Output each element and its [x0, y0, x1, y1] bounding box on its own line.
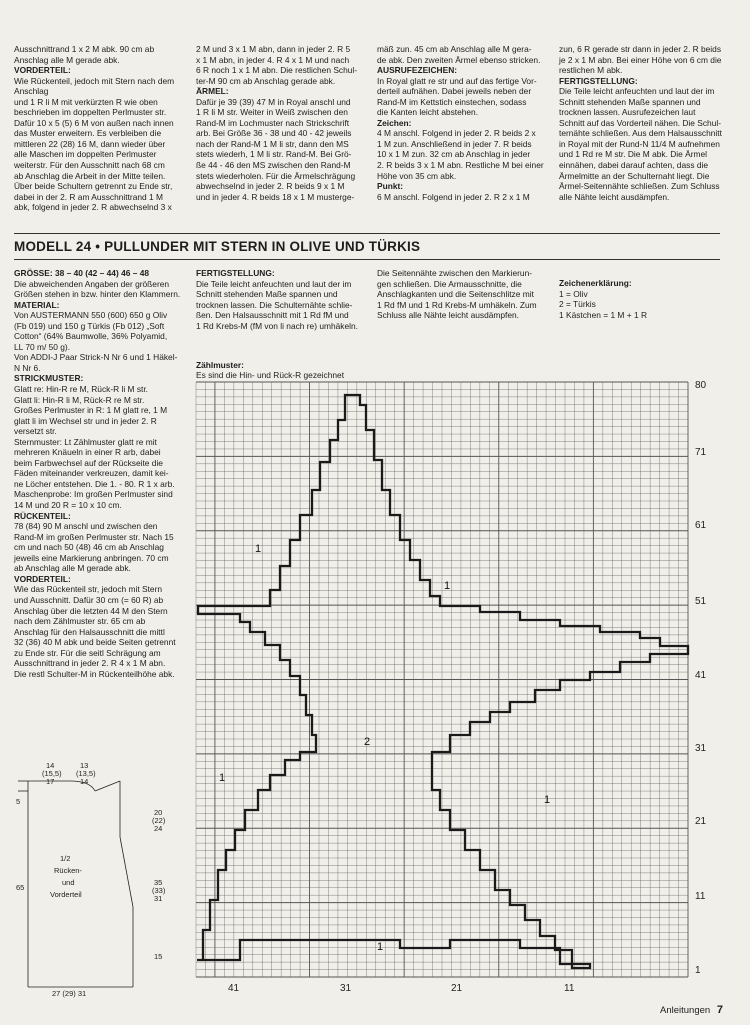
text-line: Cotton“ (64% Baumwolle, 36% Polyamid, [14, 331, 168, 342]
text-line: 4 M anschl. Folgend in jeder 2. R beids 2 x [377, 128, 536, 139]
schem-neck-1: 13 [80, 761, 89, 770]
text-line: nach der Rand-M 1 M li str, dann den MS [196, 138, 349, 149]
text-line: Größen stehen in bzw. hinter den Klammern. [14, 289, 181, 300]
text-line: die Kanten leicht abstehen. [377, 107, 479, 118]
schem-armhole-2: (22) [152, 816, 166, 825]
text-line: Schnitt auf das Vorderteil nähen. Die Schul- [559, 117, 722, 128]
text-line: 1 M zun. Anschließend in jeder 7. R beids [377, 138, 532, 149]
text-line: Glatt re: Hin-R re M, Rück-R li M str. [14, 384, 149, 395]
text-line: LL 70 m/ 50 g). [14, 341, 71, 352]
schem-panel-4: Vorderteil [50, 890, 82, 899]
section-heading: STRICKMUSTER: [14, 373, 84, 384]
text-line: Die Teile leicht anfeuchten und laut der im [559, 86, 715, 97]
text-line: ter-M 90 cm ab Anschlag gerade abk. [196, 75, 336, 86]
schem-body-3: 31 [154, 894, 163, 903]
section-heading: ÄRMEL: [196, 86, 229, 97]
text-line: 2. R beids 3 x 1 M abn. Restliche M bei einer [377, 160, 544, 171]
text-line: Anschlag für den Halsausschnitt die mittl [14, 626, 165, 637]
text-line: versetzt str. [14, 426, 57, 437]
text-line: 2 = Türkis [559, 299, 596, 310]
schem-neck-2: (13,5) [76, 769, 96, 778]
schem-shoulder-2: (15,5) [42, 769, 62, 778]
text-line: Schnitt stehenden Maße spannen und [196, 289, 338, 300]
text-line: 1 R li M str. Weiter in Weiß zwischen den [196, 107, 348, 118]
text-line: ßen. Den Halsausschnitt mit 1 Rd fM und [196, 310, 349, 321]
text-line: trocknen lassen. Die Schulternähte schlie- [196, 299, 353, 310]
text-line: derteil aufnähen. Dabei jeweils neben der [377, 86, 532, 97]
text-line: trocknen lassen. Ausrufezeichen laut [559, 107, 696, 118]
text-line: dabei in der 2. R am Ausschnittrand 1 M [14, 191, 163, 202]
text-line: Anschlag über die letzten 44 M den Stern [14, 605, 168, 616]
text-line: in Royal mit der Rund-N 11/4 M aufnehmen [559, 138, 720, 149]
model-title: MODELL 24 • PULLUNDER MIT STERN IN OLIVE UND TÜRKIS [14, 239, 421, 254]
section-heading: VORDERTEIL: [14, 65, 71, 76]
row-label: 31 [695, 743, 707, 754]
text-line: ne Löcher entstehen. Die 1. - 80. R 1 x arb. [14, 478, 175, 489]
text-line: ße 44 - 46 den MS zwischen den Rand-M [196, 160, 351, 171]
column-label: 41 [228, 983, 240, 994]
text-line: Maschenprobe: Im großen Perlmuster sind [14, 489, 173, 500]
text-line: zu Ende str. Für die seitl Schrägung am [14, 647, 161, 658]
text-line: 14 M und 20 R = 10 x 10 cm. [14, 500, 122, 511]
text-line: In Royal glatt re str und auf das fertige Vor- [377, 75, 537, 86]
section-heading: Zeichen: [377, 117, 412, 128]
text-line: alle Nähte leicht ausdämpfen. [559, 191, 670, 202]
row-label: 1 [695, 965, 701, 976]
text-line: Wie Rückenteil, jedoch mit Stern nach dem Anschlag [14, 75, 175, 97]
text-line: Von ADDI-J Paar Strick-N Nr 6 und 1 Häkel- [14, 352, 178, 363]
text-line: 1 Rd fM und 1 Rd Krebs-M umhäkeln. Zum [377, 299, 537, 310]
section-heading: Zeichenerklärung: [559, 278, 632, 288]
row-label: 21 [695, 816, 707, 827]
footer-label: Anleitungen [660, 1005, 711, 1016]
text-line: restlichen M abk. [559, 65, 623, 76]
section-heading: GRÖSSE: 38 – 40 (42 – 44) 46 – 48 [14, 268, 150, 278]
schem-panel-3: und [62, 878, 75, 887]
row-label: 71 [695, 447, 707, 458]
text-line: Rand-M im großen Perlmuster str. Nach 15 [14, 531, 174, 542]
schem-shoulder-1: 14 [46, 761, 55, 770]
text-line: und 1 Rd re M str. Die M abk. Die Ärmel [559, 149, 708, 160]
schem-body-1: 35 [154, 878, 163, 887]
schem-panel-1: 1/2 [60, 854, 71, 863]
section-heading: MATERIAL: [14, 299, 60, 310]
text-line: je 2 x 1 M abn. Bei einer Höhe von 6 cm die [559, 54, 722, 65]
garment-schematic [8, 760, 198, 1000]
text-line: weiterstr. Für den Ausschnitt nach 68 cm [14, 160, 165, 171]
page-footer [660, 1004, 723, 1016]
schem-width: 27 (29) 31 [52, 989, 87, 998]
text-line: mehreren Knäueln in einer R arb, dabei [14, 447, 161, 458]
color-region-label: 1 [219, 772, 226, 784]
text-line: Anschlagkanten und die Seitenschlitze mit [377, 289, 534, 300]
page-number: 7 [716, 1004, 723, 1016]
text-line: Großes Perlmuster in R: 1 M glatt re, 1 M [14, 405, 168, 416]
text-line: einnähen, dabei darauf achten, dass die [559, 160, 709, 171]
text-line: mittleren 22 (28) 16 M, dann wieder über [14, 138, 166, 149]
text-line: Die abweichenden Angaben der größeren [14, 278, 170, 289]
text-line: cm und nach 50 (48) 46 cm ab Anschlag [14, 542, 164, 553]
row-label: 11 [695, 891, 706, 902]
section-heading: AUSRUFEZEICHEN: [377, 65, 458, 76]
text-line: Die Teile leicht anfeuchten und laut der im [196, 278, 352, 289]
text-line: alle Maschen im doppelten Perlmuster [14, 149, 157, 160]
schem-armhole-3: 24 [154, 824, 163, 833]
text-line: ab Anschlag alle M gerade abk. [14, 563, 131, 574]
text-line: stets wiederh, 1 M li str. Rand-M. Bei Grö- [196, 149, 352, 160]
text-line: Die restl Schulter-M in Rückenteilhöhe abk. [14, 668, 175, 679]
row-label: 51 [695, 596, 707, 607]
star-outline [197, 395, 688, 968]
text-line: beim Farbwechsel auf der Rückseite die [14, 457, 163, 468]
text-line: stets wiederholen. Für die Ärmelschrägung [196, 170, 356, 181]
text-line: Fäden miteinander verkreuzen, damit kei- [14, 468, 169, 479]
chart-subcaption: Es sind die Hin- und Rück-R gezeichnet [196, 370, 345, 380]
color-region-label: 1 [255, 543, 262, 555]
text-line: Wie das Rückenteil str, jedoch mit Stern [14, 584, 163, 595]
text-line: das Muster erweitern. Es verbleiben die [14, 128, 162, 139]
section-heading: FERTIGSTELLUNG: [559, 75, 638, 86]
column-label: 31 [340, 983, 352, 994]
text-line: Von AUSTERMANN 550 (600) 650 g Oliv [14, 310, 168, 321]
color-region-label: 1 [377, 941, 384, 953]
text-line: jeweils eine Markierung anbringen. 70 cm [14, 552, 169, 563]
text-line: Schnitt stehenden Maße spannen und [559, 96, 701, 107]
column-label: 21 [451, 983, 463, 994]
text-line: Über beide Schultern getrennt zu Ende str, [14, 181, 173, 192]
text-line: Anschlag alle M gerade abk. [14, 54, 120, 65]
schem-body-2: (33) [152, 886, 166, 895]
schem-depth: 5 [16, 797, 21, 806]
text-line: abwechselnd in jeder 2. R beids 9 x 1 M [196, 181, 345, 192]
schem-panel-2: Rücken- [54, 866, 82, 875]
text-line: beschrieben im doppelten Perlmuster str. [14, 107, 167, 118]
row-label: 61 [695, 520, 707, 531]
schem-hem: 15 [154, 952, 163, 961]
text-line: Ausschnittrand 1 x 2 M abk. 90 cm ab [14, 44, 155, 54]
text-line: 32 (36) 40 M abk und beide Seiten getrennt [14, 637, 176, 648]
row-label: 80 [695, 380, 707, 391]
text-line: 6 R noch 1 x 1 M abn. Die restlichen Schul- [196, 65, 358, 76]
schem-shoulder-3: 17 [46, 777, 55, 786]
text-line: 1 Rd Krebs-M (fM von li nach re) umhäkeln. [196, 320, 358, 331]
schem-height: 65 [16, 883, 25, 892]
text-line: Schluss alle Nähte leicht ausdämpfen. [377, 310, 519, 321]
text-line: 6 M anschl. Folgend in jeder 2. R 2 x 1 M [377, 191, 530, 202]
text-line: 2 M und 3 x 1 M abn, dann in jeder 2. R 5 [196, 44, 351, 54]
section-heading: FERTIGSTELLUNG: [196, 268, 275, 278]
color-region-label: 2 [364, 736, 371, 748]
column-label: 11 [564, 983, 575, 994]
row-label: 41 [695, 670, 707, 681]
text-line: und Ausschnitt. Dafür 30 cm (= 60 R) ab [14, 594, 164, 605]
text-line: Sternmuster: Lt Zählmuster glatt re mit [14, 436, 157, 447]
color-region-label: 1 [444, 580, 451, 592]
text-line: 78 (84) 90 M anschl und zwischen den [14, 521, 158, 532]
text-line: zun, 6 R gerade str dann in jeder 2. R beids [559, 44, 722, 54]
text-line: Dafür je 39 (39) 47 M in Royal anschl und [196, 96, 351, 107]
text-line: 10 x 1 M zun. 32 cm ab Anschlag in jeder [377, 149, 531, 160]
text-line: arb. Bei Größe 36 - 38 und 40 - 42 jeweils [196, 128, 352, 139]
text-line: ab Anschlag die Arbeit in der Mitte teilen. [14, 170, 166, 181]
text-line: und 1 R li M mit verkürzten R wie oben [14, 96, 158, 107]
text-line: abk, folgend in jeder 2. R abwechselnd 3 x [14, 202, 172, 213]
section-heading: RÜCKENTEIL: [14, 510, 71, 521]
text-line: de abk. Den zweiten Ärmel ebenso stricken. [377, 54, 541, 65]
text-line: Dafür 10 x 5 (5) 6 M von außen nach innen [14, 117, 174, 128]
text-line: mäß zun. 45 cm ab Anschlag alle M gera- [377, 44, 532, 54]
color-region-label: 1 [544, 794, 551, 806]
text-line: ternähte schließen. Aus dem Halsausschnitt [559, 128, 722, 139]
text-line: Ärmelmitte an der Schulternaht liegt. Die [559, 170, 710, 181]
text-line: x 1 M abn, in jeder 4. R 4 x 1 M und nach [196, 54, 350, 65]
text-line: Rand-M im Lochmuster nach Strickschrift [196, 117, 350, 128]
text-line: N Nr 6. [14, 362, 41, 373]
text-line: Ärmel-Seitennähte schließen. Zum Schluss [559, 181, 720, 192]
text-line: gen schließen. Die Armausschnitte, die [377, 278, 522, 289]
section-heading: Punkt: [377, 181, 404, 192]
text-line: Die Seitennähte zwischen den Markierun- [377, 268, 533, 278]
text-line: Rand-M im Kettstich einstechen, sodass [377, 96, 527, 107]
section-heading: VORDERTEIL: [14, 573, 71, 584]
text-line: (Fb 019) und 150 g Türkis (Fb 012) „Soft [14, 320, 165, 331]
text-line: Höhe von 35 cm abk. [377, 170, 457, 181]
text-line: und in jeder 4. R beids 18 x 1 M musterge- [196, 191, 355, 202]
schem-armhole-1: 20 [154, 808, 163, 817]
chart-caption: Zählmuster: [196, 360, 244, 370]
schem-neck-3: 14 [80, 777, 89, 786]
text-line: glatt li im Wechsel str und in jeder 2. R [14, 415, 157, 426]
text-line: Glatt li: Hin-R li M, Rück-R re M str. [14, 394, 145, 405]
text-line: Ausschnittrand in jeder 2. R 4 x 1 M abn. [14, 658, 166, 669]
text-line: nach dem Zählmuster str. 65 cm ab [14, 616, 146, 627]
text-line: 1 = Oliv [559, 288, 588, 299]
text-line: 1 Kästchen = 1 M + 1 R [559, 309, 647, 320]
